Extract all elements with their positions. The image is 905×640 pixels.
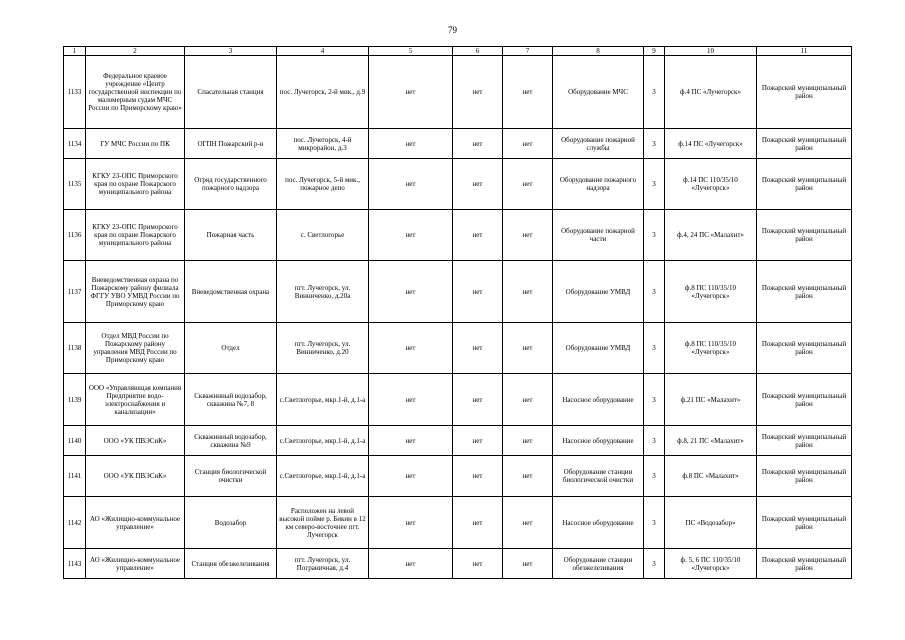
column-6-cell: нет: [453, 129, 503, 159]
category-cell: 3: [644, 374, 665, 426]
row-number-cell: 1139: [64, 374, 86, 426]
organization-cell: Вневедомственная охрана по Пожарскому району филиала ФГГУ УВО УМВД России по Приморскому краю: [86, 261, 185, 323]
column-number: 2: [86, 47, 185, 56]
district-cell: Пожарский муниципальный район: [757, 159, 852, 210]
column-6-cell: нет: [453, 497, 503, 549]
row-number-cell: 1143: [64, 549, 86, 579]
object-cell: Скважинный водозабор, скважина №7, 8: [185, 374, 277, 426]
organization-cell: АО «Жилищно-коммунальное управление»: [86, 497, 185, 549]
column-5-cell: нет: [369, 456, 453, 497]
category-cell: 3: [644, 159, 665, 210]
column-number: 7: [503, 47, 553, 56]
column-6-cell: нет: [453, 56, 503, 129]
power-feeder-cell: ф.8 ПС 110/35/10 «Лучегорск»: [665, 261, 757, 323]
column-7-cell: нет: [503, 56, 553, 129]
organization-cell: ООО «УК ПВЭСиК»: [86, 456, 185, 497]
row-number-cell: 1134: [64, 129, 86, 159]
power-feeder-cell: ф.14 ПС 110/35/10 «Лучегорск»: [665, 159, 757, 210]
column-5-cell: нет: [369, 56, 453, 129]
equipment-cell: Оборудование МЧС: [553, 56, 644, 129]
column-7-cell: нет: [503, 261, 553, 323]
row-number-cell: 1140: [64, 426, 86, 456]
column-number: 6: [453, 47, 503, 56]
table-row: [64, 56, 852, 129]
column-6-cell: нет: [453, 456, 503, 497]
category-cell: 3: [644, 210, 665, 261]
power-feeder-cell: ф.21 ПС «Малахит»: [665, 374, 757, 426]
table-row: [64, 159, 852, 210]
district-cell: Пожарский муниципальный район: [757, 261, 852, 323]
category-cell: 3: [644, 426, 665, 456]
column-number: 3: [185, 47, 277, 56]
column-7-cell: нет: [503, 323, 553, 374]
column-6-cell: нет: [453, 323, 503, 374]
power-feeder-cell: ф.4, 24 ПС «Малахит»: [665, 210, 757, 261]
register-table: [63, 46, 852, 579]
organization-cell: ООО «Управляющая компания Предприятие водо-электроснабжения и канализации»: [86, 374, 185, 426]
equipment-cell: Оборудование станции биологической очистки: [553, 456, 644, 497]
object-cell: Скважинный водозабор, скважина №9: [185, 426, 277, 456]
object-cell: Спасательная станция: [185, 56, 277, 129]
table-row: [64, 549, 852, 579]
district-cell: Пожарский муниципальный район: [757, 129, 852, 159]
object-cell: Станция биологической очистки: [185, 456, 277, 497]
row-number-cell: 1135: [64, 159, 86, 210]
column-5-cell: нет: [369, 159, 453, 210]
column-5-cell: нет: [369, 374, 453, 426]
category-cell: 3: [644, 549, 665, 579]
column-5-cell: нет: [369, 426, 453, 456]
row-number-cell: 1142: [64, 497, 86, 549]
district-cell: Пожарский муниципальный район: [757, 426, 852, 456]
address-cell: пгт. Лучегорск, ул. Винниченко, д.20: [277, 323, 369, 374]
table-row: [64, 497, 852, 549]
column-6-cell: нет: [453, 549, 503, 579]
column-7-cell: нет: [503, 426, 553, 456]
column-5-cell: нет: [369, 261, 453, 323]
address-cell: с. Светлогорье: [277, 210, 369, 261]
column-7-cell: нет: [503, 456, 553, 497]
column-5-cell: нет: [369, 210, 453, 261]
district-cell: Пожарский муниципальный район: [757, 456, 852, 497]
row-number-cell: 1141: [64, 456, 86, 497]
page-number: 79: [448, 25, 457, 35]
row-number-cell: 1133: [64, 56, 86, 129]
equipment-cell: Насосное оборудование: [553, 374, 644, 426]
address-cell: пос. Лучегорск, 5-й мик., пожарное депо: [277, 159, 369, 210]
category-cell: 3: [644, 56, 665, 129]
column-7-cell: нет: [503, 129, 553, 159]
table-row: [64, 456, 852, 497]
column-6-cell: нет: [453, 374, 503, 426]
organization-cell: КГКУ 23-ОПС Приморского края по охране Пожарского муниципального района: [86, 159, 185, 210]
table-row: [64, 374, 852, 426]
table-row: [64, 261, 852, 323]
power-feeder-cell: ф.8 ПС «Малахит»: [665, 456, 757, 497]
district-cell: Пожарский муниципальный район: [757, 374, 852, 426]
object-cell: Водозабор: [185, 497, 277, 549]
object-cell: Пожарная часть: [185, 210, 277, 261]
address-cell: с.Светлогорье, мкр.1-й, д.1-а: [277, 456, 369, 497]
organization-cell: Федеральное краевое учреждение «Центр государственной инспекции по маломерным судам МЧС России по Приморскому краю»: [86, 56, 185, 129]
equipment-cell: Оборудование УМВД: [553, 261, 644, 323]
column-number: 9: [644, 47, 665, 56]
column-7-cell: нет: [503, 497, 553, 549]
row-number-cell: 1137: [64, 261, 86, 323]
column-7-cell: нет: [503, 549, 553, 579]
column-5-cell: нет: [369, 323, 453, 374]
organization-cell: АО «Жилищно-коммунальное управление»: [86, 549, 185, 579]
organization-cell: Отдел МВД России по Пожарскому району управления МВД России по Приморскому краю: [86, 323, 185, 374]
district-cell: Пожарский муниципальный район: [757, 210, 852, 261]
equipment-cell: Оборудование УМВД: [553, 323, 644, 374]
object-cell: ОГПН Пожарский р-н: [185, 129, 277, 159]
column-6-cell: нет: [453, 426, 503, 456]
object-cell: Вневедомственная охрана: [185, 261, 277, 323]
address-cell: пос. Лучегорск, 2-й мик., д.9: [277, 56, 369, 129]
address-cell: с.Светлогорье, мкр.1-й, д.1-а: [277, 374, 369, 426]
category-cell: 3: [644, 456, 665, 497]
equipment-cell: Оборудование пожарной части: [553, 210, 644, 261]
power-feeder-cell: ф.4 ПС «Лучегорск»: [665, 56, 757, 129]
equipment-cell: Оборудование станции обезжелезивания: [553, 549, 644, 579]
table-row: [64, 129, 852, 159]
column-7-cell: нет: [503, 159, 553, 210]
district-cell: Пожарский муниципальный район: [757, 56, 852, 129]
address-cell: пос. Лучегорск, 4-й микрорайон, д.3: [277, 129, 369, 159]
equipment-cell: Насосное оборудование: [553, 497, 644, 549]
column-number: 8: [553, 47, 644, 56]
address-cell: Расположен на левой высокой пойме р. Бикин в 12 км северо-восточнее пгт. Лучегорск: [277, 497, 369, 549]
column-number: 4: [277, 47, 369, 56]
address-cell: с.Светлогорье, мкр.1-й, д.1-а: [277, 426, 369, 456]
category-cell: 3: [644, 129, 665, 159]
equipment-cell: Оборудование пожарного надзора: [553, 159, 644, 210]
address-cell: пгт. Лучегорск, ул. Пограничная, д.4: [277, 549, 369, 579]
power-feeder-cell: ПС «Водозабор»: [665, 497, 757, 549]
column-number: 10: [665, 47, 757, 56]
column-5-cell: нет: [369, 549, 453, 579]
equipment-cell: Насосное оборудование: [553, 426, 644, 456]
organization-cell: КГКУ 23-ОПС Приморского края по охране Пожарского муниципального района: [86, 210, 185, 261]
power-feeder-cell: ф.8 ПС 110/35/10 «Лучегорск»: [665, 323, 757, 374]
table-row: [64, 210, 852, 261]
category-cell: 3: [644, 497, 665, 549]
column-7-cell: нет: [503, 210, 553, 261]
column-5-cell: нет: [369, 129, 453, 159]
column-number: 1: [64, 47, 86, 56]
column-6-cell: нет: [453, 261, 503, 323]
object-cell: Отряд государственного пожарного надзора: [185, 159, 277, 210]
column-number-row: [64, 47, 852, 56]
address-cell: пгт. Лучегорск, ул. Винниченко, д.20а: [277, 261, 369, 323]
row-number-cell: 1138: [64, 323, 86, 374]
organization-cell: ООО «УК ПВЭСиК»: [86, 426, 185, 456]
object-cell: Отдел: [185, 323, 277, 374]
table-row: [64, 426, 852, 456]
column-number: 11: [757, 47, 852, 56]
district-cell: Пожарский муниципальный район: [757, 323, 852, 374]
power-feeder-cell: ф.14 ПС «Лучегорск»: [665, 129, 757, 159]
row-number-cell: 1136: [64, 210, 86, 261]
power-feeder-cell: ф. 5, 6 ПС 110/35/10 «Лучегорск»: [665, 549, 757, 579]
object-cell: Станция обезжелезивания: [185, 549, 277, 579]
table-row: [64, 323, 852, 374]
district-cell: Пожарский муниципальный район: [757, 497, 852, 549]
column-6-cell: нет: [453, 159, 503, 210]
column-5-cell: нет: [369, 497, 453, 549]
equipment-cell: Оборудование пожарной службы: [553, 129, 644, 159]
power-feeder-cell: ф.8, 21 ПС «Малахит»: [665, 426, 757, 456]
organization-cell: ГУ МЧС России по ПК: [86, 129, 185, 159]
category-cell: 3: [644, 323, 665, 374]
district-cell: Пожарский муниципальный район: [757, 549, 852, 579]
column-number: 5: [369, 47, 453, 56]
category-cell: 3: [644, 261, 665, 323]
column-7-cell: нет: [503, 374, 553, 426]
column-6-cell: нет: [453, 210, 503, 261]
